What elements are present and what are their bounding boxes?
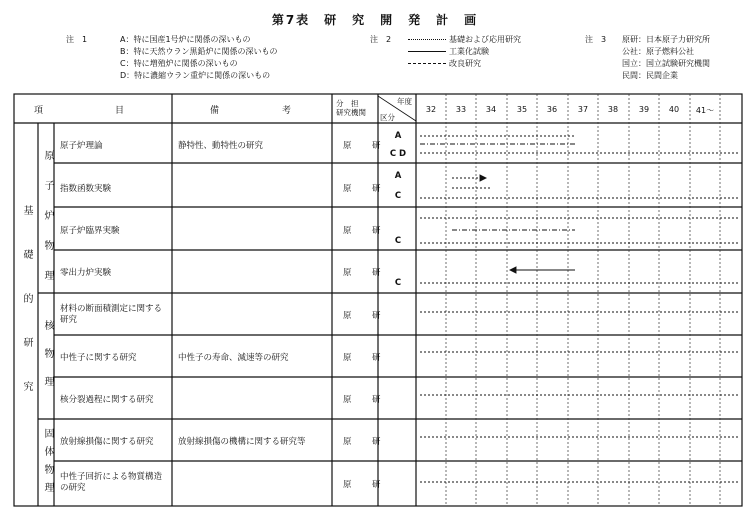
- row-item: 中性子回折による物質構造の研究: [60, 472, 163, 493]
- row-item: 原子炉理論: [60, 141, 103, 151]
- year-40: 40: [668, 105, 680, 114]
- note-1-label: 注 1: [66, 35, 88, 44]
- row-cls: C: [394, 278, 402, 288]
- year-41: 41～: [695, 106, 715, 115]
- row-item: 放射線損傷に関する研究: [60, 437, 154, 447]
- note-2-label: 注 2: [370, 35, 392, 44]
- row-item: 指数函数実験: [60, 184, 112, 194]
- row-org: 原 研: [343, 268, 387, 278]
- row-cls: A: [394, 171, 402, 181]
- row-cls: C: [394, 236, 402, 246]
- note-3-label: 注 3: [585, 35, 607, 44]
- header-nendo: 年度: [397, 97, 412, 106]
- group-kiso: 基礎的研究: [21, 205, 32, 425]
- row-item: 核分裂過程に関する研究: [60, 395, 154, 405]
- year-34: 34: [485, 105, 497, 114]
- legend-solid: 工業化試験: [408, 46, 489, 57]
- note-1-item: B：特に天然ウラン黒鉛炉に関係の深いもの: [120, 47, 278, 56]
- row-cls: C D: [389, 149, 407, 159]
- year-39: 39: [638, 105, 650, 114]
- row-org: 原 研: [343, 395, 387, 405]
- group-kaku: 核物理: [42, 320, 53, 404]
- note-3-item: 民間：民間企業: [622, 71, 678, 80]
- year-38: 38: [607, 105, 619, 114]
- note-1-item: A：特に国産1号炉に関係の深いもの: [120, 35, 251, 44]
- row-org: 原 研: [343, 353, 387, 363]
- row-org: 原 研: [343, 184, 387, 194]
- row-org: 原 研: [343, 141, 387, 151]
- year-33: 33: [455, 105, 467, 114]
- year-35: 35: [516, 105, 528, 114]
- row-cls: A: [394, 131, 402, 141]
- note-3-item: 国立：国立試験研究機関: [622, 59, 710, 68]
- row-item: 材料の断面積測定に関する研究: [60, 304, 163, 325]
- header-remarks: 備 考: [210, 106, 292, 116]
- row-org: 原 研: [343, 437, 387, 447]
- row-org: 原 研: [343, 480, 387, 490]
- row-remark: 静特性、動特性の研究: [178, 141, 264, 151]
- legend-dotted: 基礎および応用研究: [408, 34, 521, 45]
- year-37: 37: [577, 105, 589, 114]
- note-3-item: 公社：原子燃料公社: [622, 47, 694, 56]
- group-kotai: 固体物理: [42, 428, 53, 500]
- row-org: 原 研: [343, 311, 387, 321]
- page-title: 第7表 研 究 開 発 計 画: [271, 13, 479, 27]
- header-org: 分 担 研究機関: [336, 99, 366, 117]
- year-32: 32: [425, 105, 437, 114]
- row-cls: C: [394, 191, 402, 201]
- note-1-item: D：特に濃縮ウラン重炉に関係の深いもの: [120, 71, 271, 80]
- group-genshiro: 原子炉物理: [42, 150, 53, 300]
- row-remark: 中性子の寿命、減速等の研究: [178, 353, 289, 363]
- row-org: 原 研: [343, 226, 387, 236]
- row-item: 中性子に関する研究: [60, 353, 137, 363]
- note-3-item: 原研：日本原子力研究所: [622, 35, 710, 44]
- header-kubun: 区分: [380, 113, 395, 122]
- row-item: 原子炉臨界実験: [60, 226, 120, 236]
- row-remark: 放射線損傷の機構に関する研究等: [178, 437, 306, 447]
- note-1-item: C：特に増殖炉に関係の深いもの: [120, 59, 238, 68]
- year-36: 36: [546, 105, 558, 114]
- legend-dashed: 改良研究: [408, 58, 481, 69]
- row-item: 零出力炉実験: [60, 268, 112, 278]
- header-item: 項 目: [34, 106, 125, 116]
